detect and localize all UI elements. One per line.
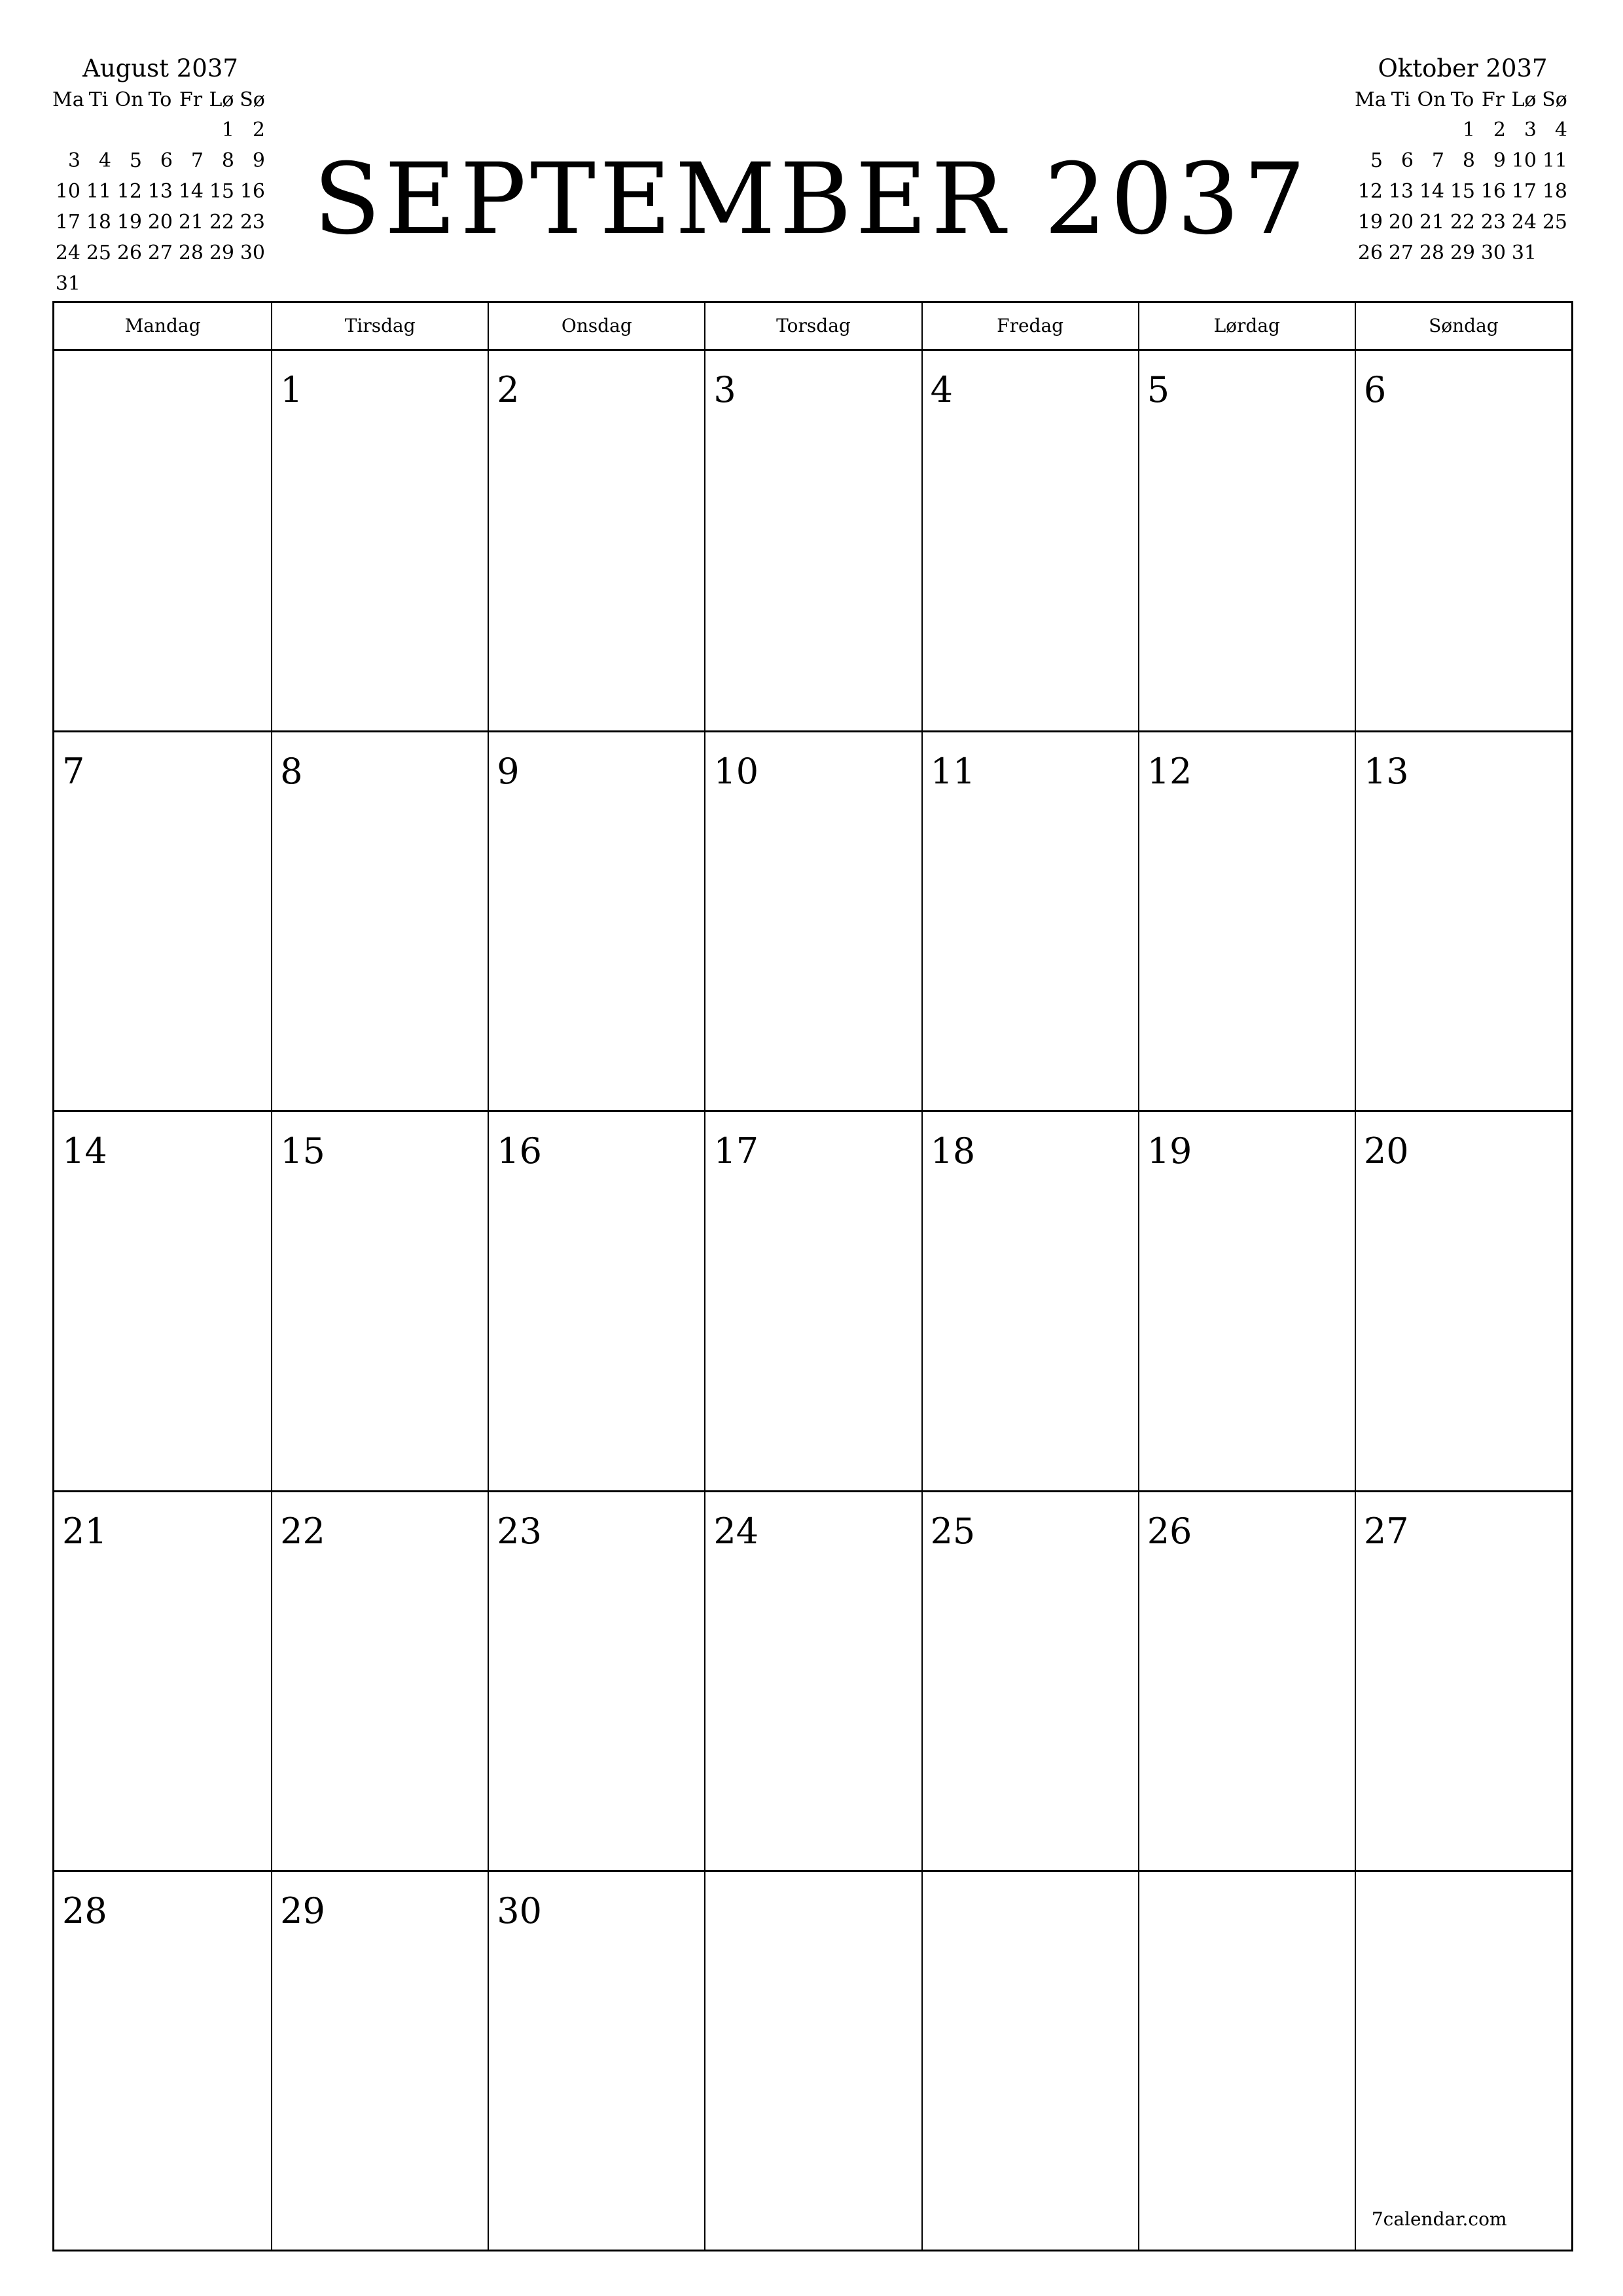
mini-day: 24 [1511,211,1537,234]
weekday-header: Mandag [124,315,201,336]
day-number: 14 [62,1130,107,1172]
mini-day: 4 [1554,118,1567,141]
mini-day: 5 [129,149,142,172]
mini-calendar-title: August 2037 [82,54,238,82]
mini-weekday: Sø [1542,88,1567,111]
day-cell [271,732,488,1110]
mini-day: 29 [209,242,234,264]
mini-week-row [1355,115,1571,145]
mini-day [206,268,237,299]
mini-day [114,115,145,145]
mini-day: 16 [1480,180,1506,203]
mini-day: 27 [147,242,173,264]
mini-calendar-title: Oktober 2037 [1378,54,1548,82]
mini-day: 4 [98,149,111,172]
mini-day: 14 [1419,180,1444,203]
day-number: 24 [713,1510,759,1552]
mini-day: 19 [1357,211,1383,234]
day-number: 29 [280,1890,325,1931]
day-cell [921,732,1138,1110]
mini-weekday: To [148,88,172,111]
mini-week-row [52,238,268,268]
mini-day: 25 [1542,211,1567,234]
mini-day [237,268,268,299]
day-cell [54,1112,271,1490]
mini-weekday: Ti [1391,88,1411,111]
mini-day: 9 [252,149,265,172]
footer-credit: 7calendar.com [1371,2208,1507,2230]
mini-day: 30 [240,242,265,264]
weekday-header: Torsdag [704,303,921,349]
page-title: SEPTEMBER 2037 [313,143,1310,257]
day-number: 9 [497,751,520,793]
day-number: 23 [497,1510,542,1552]
week-row [54,1490,1571,1870]
mini-day: 11 [86,180,111,203]
day-cell [271,1872,488,2250]
day-cell [1355,732,1571,1110]
mini-day: 27 [1388,242,1414,264]
day-cell [488,351,704,730]
mini-day: 21 [1419,211,1444,234]
mini-week-row [52,207,268,238]
day-cell [1355,1492,1571,1870]
mini-week-row [52,176,268,207]
day-cell [1138,1112,1355,1490]
mini-day: 28 [178,242,204,264]
mini-day [83,268,114,299]
day-cell [1355,351,1571,730]
mini-day: 1 [221,118,234,141]
mini-day [1355,115,1385,145]
day-number: 20 [1363,1130,1409,1172]
mini-weekday: Ti [88,88,109,111]
mini-day [1385,115,1416,145]
mini-day: 15 [209,180,234,203]
day-cell [1138,1872,1355,2250]
day-number: 28 [62,1890,107,1931]
mini-calendar-next [1355,52,1571,268]
day-number: 18 [930,1130,976,1172]
mini-day: 14 [178,180,204,203]
day-number: 15 [280,1130,325,1172]
day-number: 7 [62,751,85,793]
day-cell [1355,1872,1571,2250]
weekday-header: Søndag [1355,303,1571,349]
mini-day: 21 [178,211,204,234]
weekday-header-row [54,303,1571,351]
mini-weekday-row [1355,85,1571,115]
mini-day: 3 [67,149,80,172]
mini-week-row [1355,176,1571,207]
mini-day: 10 [1511,149,1537,172]
mini-day: 2 [1493,118,1506,141]
mini-week-row [1355,207,1571,238]
day-cell [1138,351,1355,730]
mini-week-row [52,115,268,145]
day-cell [54,351,271,730]
day-cell [704,1872,921,2250]
mini-weekday: Ma [1355,88,1387,111]
mini-day [175,268,206,299]
mini-day: 29 [1450,242,1475,264]
mini-day: 15 [1450,180,1475,203]
day-number: 16 [497,1130,542,1172]
day-number: 19 [1147,1130,1192,1172]
day-cell [54,1492,271,1870]
week-row [54,1870,1571,2250]
mini-day [175,115,206,145]
day-number: 22 [280,1510,325,1552]
day-cell [704,351,921,730]
day-number: 17 [713,1130,759,1172]
mini-day: 25 [86,242,111,264]
mini-day: 18 [1542,180,1567,203]
day-number: 3 [713,369,736,410]
mini-day: 11 [1542,149,1567,172]
mini-weekday: To [1450,88,1474,111]
mini-day: 18 [86,211,111,234]
day-number: 26 [1147,1510,1192,1552]
mini-day: 12 [116,180,142,203]
day-cell [271,1112,488,1490]
day-cell [921,351,1138,730]
weekday-header: Onsdag [488,303,704,349]
mini-day: 13 [1388,180,1414,203]
day-cell [488,1112,704,1490]
mini-day: 6 [160,149,173,172]
day-cell [921,1492,1138,1870]
day-number: 8 [280,751,303,793]
mini-day: 26 [116,242,142,264]
mini-day: 17 [1511,180,1537,203]
day-cell [271,351,488,730]
mini-weekday: Fr [179,88,203,111]
day-cell [704,1492,921,1870]
day-number: 4 [930,369,953,410]
mini-week-row [1355,145,1571,176]
day-cell [488,1872,704,2250]
mini-day: 6 [1400,149,1414,172]
mini-weekday: Fr [1481,88,1505,111]
day-cell [271,1492,488,1870]
mini-day [52,115,83,145]
weekday-header: Tirsdag [271,303,488,349]
mini-day: 9 [1493,149,1506,172]
week-row [54,1110,1571,1490]
mini-week-row [52,268,268,299]
mini-day: 13 [147,180,173,203]
mini-day: 8 [1462,149,1475,172]
mini-day: 22 [1450,211,1475,234]
mini-day: 17 [55,211,80,234]
day-number: 6 [1363,369,1387,410]
mini-weeks [52,115,268,299]
mini-day: 2 [252,118,265,141]
mini-day: 22 [209,211,234,234]
day-cell [704,732,921,1110]
day-cell [921,1872,1138,2250]
mini-day: 23 [1480,211,1506,234]
mini-day: 19 [116,211,142,234]
day-number: 21 [62,1510,107,1552]
mini-weekday-row [52,85,268,115]
calendar-grid [52,301,1573,2251]
day-number: 27 [1363,1510,1409,1552]
mini-day [114,268,145,299]
mini-day: 7 [1431,149,1444,172]
mini-weekday: Lø [1511,88,1537,111]
day-number: 5 [1147,369,1170,410]
mini-day: 20 [1388,211,1414,234]
mini-day [145,268,175,299]
mini-week-row [52,145,268,176]
weekday-header: Fredag [921,303,1138,349]
mini-day [1416,115,1447,145]
week-row [54,351,1571,730]
day-cell [704,1112,921,1490]
mini-day: 24 [55,242,80,264]
mini-day [145,115,175,145]
mini-day: 5 [1370,149,1383,172]
mini-day: 12 [1357,180,1383,203]
week-row [54,730,1571,1110]
day-number: 13 [1363,751,1409,793]
mini-week-row [1355,238,1571,268]
mini-day: 31 [55,272,80,295]
day-cell [488,732,704,1110]
mini-weekday: Ma [52,88,84,111]
mini-day: 23 [240,211,265,234]
weekday-header: Lørdag [1138,303,1355,349]
day-cell [54,1872,271,2250]
mini-day: 3 [1524,118,1537,141]
mini-day: 10 [55,180,80,203]
mini-day [1539,238,1570,268]
mini-weekday: On [115,88,144,111]
day-number: 30 [497,1890,542,1931]
mini-day: 26 [1357,242,1383,264]
day-cell [921,1112,1138,1490]
mini-day: 31 [1511,242,1537,264]
mini-day: 8 [221,149,234,172]
mini-day: 1 [1462,118,1475,141]
mini-day: 7 [190,149,204,172]
mini-day: 20 [147,211,173,234]
day-cell [1138,1492,1355,1870]
day-number: 25 [930,1510,976,1552]
day-number: 2 [497,369,520,410]
calendar-weeks [54,351,1571,2250]
day-number: 10 [713,751,759,793]
day-cell [1138,732,1355,1110]
mini-weekday: On [1417,88,1446,111]
mini-day: 28 [1419,242,1444,264]
mini-day: 16 [240,180,265,203]
day-cell [488,1492,704,1870]
day-number: 12 [1147,751,1192,793]
mini-day: 30 [1480,242,1506,264]
day-cell [1355,1112,1571,1490]
mini-weekday: Lø [209,88,234,111]
mini-weekday: Sø [240,88,265,111]
day-number: 11 [930,751,976,793]
mini-day [83,115,114,145]
day-cell [54,732,271,1110]
day-number: 1 [280,369,303,410]
mini-weeks [1355,115,1571,268]
mini-calendar-prev [52,52,268,299]
